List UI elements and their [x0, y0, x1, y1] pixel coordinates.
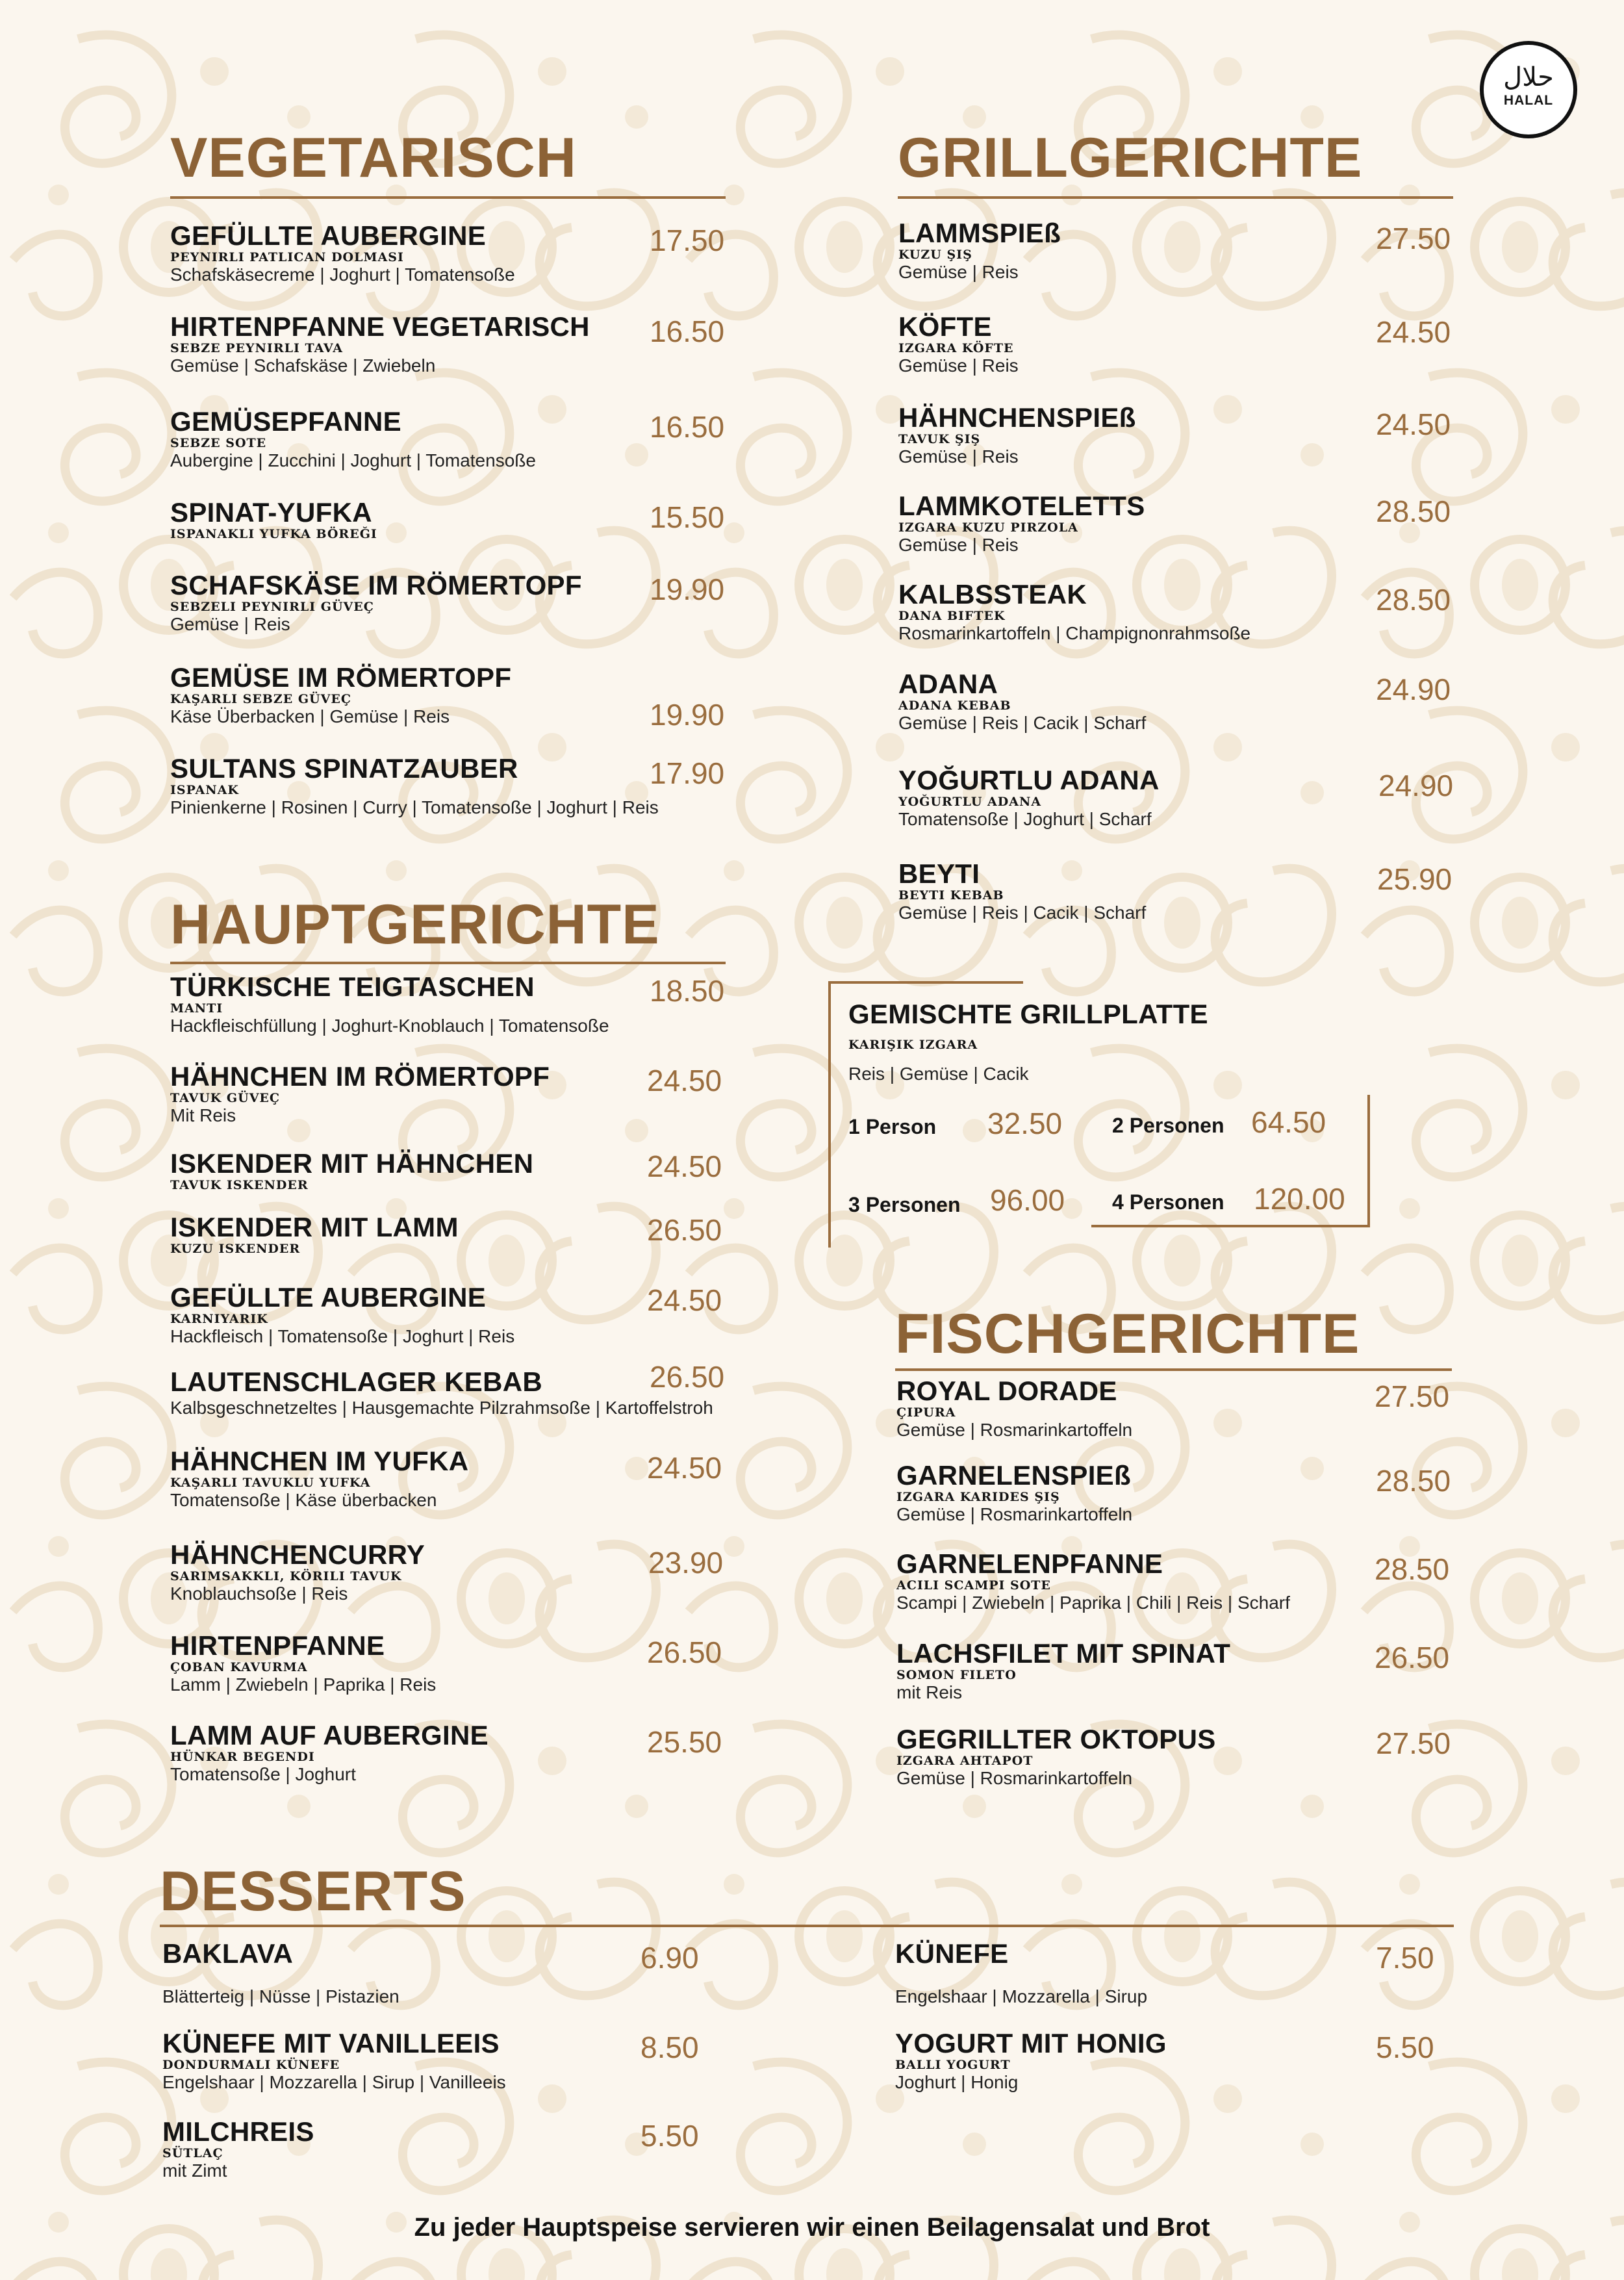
item-turkish-name: PEYNIRLI PATLICAN DOLMASI — [170, 250, 404, 264]
item-price: 28.50 — [1376, 583, 1451, 617]
item-name: KALBSSTEAK — [898, 579, 1087, 609]
item-turkish-name: IZGARA KARIDES ŞIŞ — [896, 1490, 1060, 1504]
item-price: 24.50 — [1376, 407, 1451, 441]
menu-item — [896, 1376, 1132, 1441]
menu-item — [898, 669, 1146, 734]
item-name: SCHAFSKÄSE IM RÖMERTOPF — [170, 570, 582, 600]
section-divider — [895, 1368, 1452, 1371]
item-turkish-name: YOĞURTLU ADANA — [898, 795, 1042, 809]
item-name: GARNELENPFANNE — [896, 1548, 1163, 1579]
item-description: Tomatensoße | Joghurt | Scharf — [898, 809, 1152, 829]
section-divider — [170, 962, 726, 964]
section-title-hauptgerichte: HAUPTGERICHTE — [170, 893, 660, 956]
item-price: 23.90 — [648, 1546, 724, 1580]
item-name: ROYAL DORADE — [896, 1376, 1117, 1406]
platter-frame-top — [828, 981, 1023, 984]
item-price: 17.90 — [650, 756, 725, 790]
item-description: Hackfleisch | Tomatensoße | Joghurt | Reis — [170, 1326, 515, 1346]
item-name: ISKENDER MIT HÄHNCHEN — [170, 1148, 534, 1179]
menu-item — [170, 498, 377, 541]
item-price: 5.50 — [641, 2119, 699, 2153]
item-description: Gemüse | Schafskäse | Zwiebeln — [170, 355, 436, 376]
item-price: 24.50 — [647, 1451, 722, 1485]
platter-option-price: 120.00 — [1254, 1182, 1345, 1216]
item-price: 24.90 — [1378, 769, 1454, 802]
menu-item — [170, 1540, 425, 1605]
item-name: BEYTI — [898, 858, 980, 889]
platter-option-label: 2 Personen — [1112, 1114, 1224, 1137]
menu-item — [895, 2029, 1167, 2094]
item-turkish-name: SEBZE SOTE — [170, 436, 267, 450]
item-description: Pinienkerne | Rosinen | Curry | Tomatensoße | Joghurt | Reis — [170, 797, 659, 817]
item-description: Joghurt | Honig — [895, 2072, 1019, 2092]
menu-item — [898, 765, 1160, 830]
section-divider — [160, 1925, 1454, 1927]
platter-option-label: 3 Personen — [848, 1193, 961, 1216]
item-name: GEGRILLTER OKTOPUS — [896, 1724, 1216, 1754]
menu-item — [162, 1939, 400, 2008]
item-price: 28.50 — [1375, 1552, 1450, 1586]
item-description: mit Zimt — [162, 2160, 227, 2181]
item-turkish-name: TAVUK ŞIŞ — [898, 432, 981, 446]
item-name: HIRTENPFANNE VEGETARISCH — [170, 311, 590, 342]
item-description: Engelshaar | Mozzarella | Sirup | Vanilleeis — [162, 2072, 506, 2092]
menu-item — [170, 754, 659, 819]
item-price: 24.50 — [647, 1283, 722, 1317]
item-name: LAUTENSCHLAGER KEBAB — [170, 1366, 542, 1397]
menu-item — [896, 1549, 1290, 1614]
menu-item — [170, 1062, 550, 1127]
footer-note: Zu jeder Hauptspeise servieren wir einen Beilagensalat und Brot — [414, 2213, 1210, 2242]
item-name: GEMISCHTE GRILLPLATTE — [848, 999, 1208, 1029]
menu-item — [896, 1724, 1216, 1789]
menu-item — [170, 972, 609, 1037]
item-price: 19.90 — [650, 698, 725, 732]
item-name: YOĞURTLU ADANA — [898, 765, 1160, 795]
item-turkish-name: HÜNKAR BEGENDI — [170, 1750, 315, 1764]
item-turkish-name: ACILI SCAMPI SOTE — [896, 1578, 1051, 1593]
item-name: YOGURT MIT HONIG — [895, 2028, 1167, 2058]
platter-option-price: 96.00 — [990, 1183, 1065, 1217]
menu-item — [898, 580, 1250, 645]
item-turkish-name: IZGARA AHTAPOT — [896, 1754, 1034, 1768]
menu-item — [170, 1631, 436, 1696]
menu-item — [898, 403, 1136, 468]
item-turkish-name: SEBZELI PEYNIRLI GÜVEÇ — [170, 600, 374, 614]
item-description: Blätterteig | Nüsse | Pistazien — [162, 1986, 400, 2006]
item-description: Gemüse | Reis — [898, 262, 1019, 282]
item-description: Scampi | Zwiebeln | Paprika | Chili | Reis | Scharf — [896, 1593, 1290, 1613]
menu-item — [170, 1367, 713, 1419]
menu-item — [896, 1639, 1230, 1704]
menu-item — [170, 1446, 468, 1511]
item-name: LAMMSPIEß — [898, 218, 1061, 248]
menu-item — [162, 2029, 506, 2094]
item-price: 26.50 — [1375, 1641, 1450, 1674]
item-description: Gemüse | Rosmarinkartoffeln — [896, 1504, 1133, 1524]
platter-item — [848, 999, 1208, 1085]
item-description: Knoblauchsoße | Reis — [170, 1583, 348, 1604]
halal-badge — [1480, 41, 1577, 138]
item-price: 5.50 — [1376, 2030, 1434, 2064]
item-name: HÄHNCHENSPIEß — [898, 402, 1136, 433]
platter-option-price: 32.50 — [987, 1107, 1063, 1140]
item-name: GEFÜLLTE AUBERGINE — [170, 220, 487, 251]
item-description: Schafskäsecreme | Joghurt | Tomatensoße — [170, 264, 515, 285]
item-price: 16.50 — [650, 410, 725, 444]
menu-item — [898, 312, 1019, 377]
item-turkish-name: SOMON FILETO — [896, 1668, 1017, 1682]
section-title-fischgerichte: FISCHGERICHTE — [895, 1303, 1360, 1365]
menu-item — [170, 407, 536, 472]
menu-item — [170, 1212, 459, 1255]
menu-item — [170, 312, 590, 377]
item-turkish-name: TAVUK ISKENDER — [170, 1178, 309, 1192]
section-title-grillgerichte: GRILLGERICHTE — [898, 127, 1363, 189]
item-description: Gemüse | Reis — [898, 446, 1019, 467]
item-name: GEMÜSE IM RÖMERTOPF — [170, 662, 512, 693]
item-name: HÄHNCHEN IM RÖMERTOPF — [170, 1061, 550, 1092]
item-price: 15.50 — [650, 500, 725, 534]
item-price: 17.50 — [650, 224, 725, 257]
item-description: Mit Reis — [170, 1105, 236, 1125]
menu-item — [162, 2117, 314, 2182]
item-description: Lamm | Zwiebeln | Paprika | Reis — [170, 1674, 437, 1695]
halal-arabic-text: حلال — [1503, 62, 1554, 92]
item-price: 24.50 — [647, 1149, 722, 1183]
item-price: 24.50 — [1376, 315, 1451, 349]
item-description: Gemüse | Rosmarinkartoffeln — [896, 1420, 1133, 1440]
section-title-vegetarisch: VEGETARISCH — [170, 127, 577, 189]
item-turkish-name: KAŞARLI TAVUKLU YUFKA — [170, 1476, 371, 1490]
item-turkish-name: KARIŞIK IZGARA — [848, 1038, 978, 1052]
halal-label: HALAL — [1503, 93, 1554, 108]
item-name: TÜRKISCHE TEIGTASCHEN — [170, 971, 535, 1002]
section-title-desserts: DESSERTS — [160, 1860, 466, 1923]
item-description: Rosmarinkartoffeln | Champignonrahmsoße — [898, 623, 1251, 643]
section-divider — [170, 196, 726, 199]
item-turkish-name: ÇOBAN KAVURMA — [170, 1660, 308, 1674]
item-description: mit Reis — [896, 1682, 963, 1702]
menu-item — [170, 1721, 488, 1786]
item-turkish-name: ISPANAK — [170, 783, 239, 797]
item-name: HÄHNCHEN IM YUFKA — [170, 1446, 469, 1476]
item-turkish-name: BALLI YOGURT — [895, 2058, 1011, 2072]
item-turkish-name: ÇIPURA — [896, 1405, 956, 1420]
item-turkish-name: SEBZE PEYNIRLI TAVA — [170, 341, 343, 355]
menu-item — [170, 570, 582, 635]
item-description: Gemüse | Rosmarinkartoffeln — [896, 1768, 1133, 1788]
item-turkish-name: ADANA KEBAB — [898, 698, 1011, 713]
item-price: 24.90 — [1376, 672, 1451, 706]
item-description: Tomatensoße | Käse überbacken — [170, 1490, 437, 1510]
item-price: 19.90 — [650, 572, 725, 606]
item-turkish-name: MANTI — [170, 1001, 223, 1016]
item-turkish-name: BEYTI KEBAB — [898, 888, 1004, 903]
menu-item — [170, 1283, 514, 1348]
platter-frame-right — [1367, 1095, 1370, 1225]
item-name: KÜNEFE — [895, 1938, 1009, 1969]
item-turkish-name: SARIMSAKKLI, KÖRILI TAVUK — [170, 1569, 402, 1583]
menu-item — [170, 1149, 533, 1192]
item-price: 27.50 — [1376, 222, 1451, 255]
item-description: Gemüse | Reis — [170, 614, 290, 634]
item-name: HÄHNCHENCURRY — [170, 1539, 425, 1570]
item-description: Tomatensoße | Joghurt — [170, 1764, 356, 1784]
item-price: 25.50 — [647, 1725, 722, 1759]
item-name: SULTANS SPINATZAUBER — [170, 753, 518, 784]
item-price: 6.90 — [641, 1941, 699, 1975]
item-name: LAMMKOTELETTS — [898, 491, 1145, 521]
item-name: LACHSFILET MIT SPINAT — [896, 1638, 1231, 1669]
item-description: Hackfleischfüllung | Joghurt-Knoblauch | Tomatensoße — [170, 1016, 609, 1036]
item-name: KÜNEFE MIT VANILLEEIS — [162, 2028, 500, 2058]
item-price: 18.50 — [650, 974, 725, 1008]
item-turkish-name: IZGARA KUZU PIRZOLA — [898, 520, 1078, 535]
item-price: 27.50 — [1376, 1726, 1451, 1760]
item-turkish-name: ISPANAKLI YUFKA BÖREĞI — [170, 527, 377, 541]
platter-frame-bottom — [1091, 1225, 1370, 1227]
item-description: Käse Überbacken | Gemüse | Reis — [170, 706, 450, 726]
item-price: 28.50 — [1376, 494, 1451, 528]
item-name: HIRTENPFANNE — [170, 1630, 385, 1661]
item-description: Gemüse | Reis | Cacik | Scharf — [898, 713, 1147, 733]
item-turkish-name: KUZU ŞIŞ — [898, 248, 972, 262]
item-name: MILCHREIS — [162, 2116, 314, 2147]
item-turkish-name: TAVUK GÜVEÇ — [170, 1091, 281, 1105]
item-name: KÖFTE — [898, 311, 992, 342]
item-description: Gemüse | Reis — [898, 355, 1019, 376]
menu-item — [895, 1939, 1147, 2008]
menu-item — [898, 859, 1146, 924]
item-price: 26.50 — [647, 1213, 722, 1247]
item-price: 27.50 — [1375, 1379, 1450, 1413]
section-divider — [898, 196, 1453, 199]
item-description: Aubergine | Zucchini | Joghurt | Tomatensoße — [170, 450, 536, 470]
platter-option-label: 4 Personen — [1112, 1190, 1224, 1214]
item-name: BAKLAVA — [162, 1938, 294, 1969]
platter-option-label: 1 Person — [848, 1115, 937, 1138]
item-description: Gemüse | Reis | Cacik | Scharf — [898, 903, 1147, 923]
item-name: ADANA — [898, 669, 998, 699]
platter-frame-left — [828, 981, 831, 1248]
item-price: 28.50 — [1376, 1464, 1451, 1498]
item-price: 7.50 — [1376, 1941, 1434, 1975]
item-name: ISKENDER MIT LAMM — [170, 1212, 459, 1242]
item-price: 16.50 — [650, 314, 725, 348]
item-description: Reis | Gemüse | Cacik — [848, 1064, 1029, 1084]
item-turkish-name: DONDURMALI KÜNEFE — [162, 2058, 340, 2072]
item-turkish-name: IZGARA KÖFTE — [898, 341, 1014, 355]
menu-item — [896, 1461, 1132, 1526]
platter-option-price: 64.50 — [1251, 1105, 1326, 1139]
menu-item — [170, 221, 515, 286]
item-turkish-name: SÜTLAÇ — [162, 2146, 223, 2160]
item-description: Kalbsgeschnetzeltes | Hausgemachte Pilzrahmsoße | Kartoffelstroh — [170, 1398, 713, 1418]
item-price: 8.50 — [641, 2030, 699, 2064]
menu-item — [170, 663, 511, 728]
item-turkish-name: DANA BIFTEK — [898, 609, 1006, 623]
menu-item — [898, 218, 1061, 283]
item-name: LAMM AUF AUBERGINE — [170, 1720, 488, 1750]
item-turkish-name: KAŞARLI SEBZE GÜVEÇ — [170, 692, 351, 706]
item-price: 26.50 — [647, 1635, 722, 1669]
item-name: GARNELENSPIEß — [896, 1460, 1131, 1491]
item-price: 25.90 — [1377, 862, 1453, 896]
item-name: GEFÜLLTE AUBERGINE — [170, 1282, 487, 1313]
item-price: 24.50 — [647, 1064, 722, 1097]
item-turkish-name: KUZU ISKENDER — [170, 1242, 301, 1256]
item-description: Gemüse | Reis — [898, 535, 1019, 555]
item-description: Engelshaar | Mozzarella | Sirup — [895, 1986, 1148, 2006]
item-name: GEMÜSEPFANNE — [170, 406, 401, 437]
menu-item — [898, 491, 1145, 556]
item-turkish-name: KARNIYARIK — [170, 1312, 268, 1326]
item-name: SPINAT-YUFKA — [170, 497, 372, 528]
item-price: 26.50 — [650, 1360, 725, 1394]
